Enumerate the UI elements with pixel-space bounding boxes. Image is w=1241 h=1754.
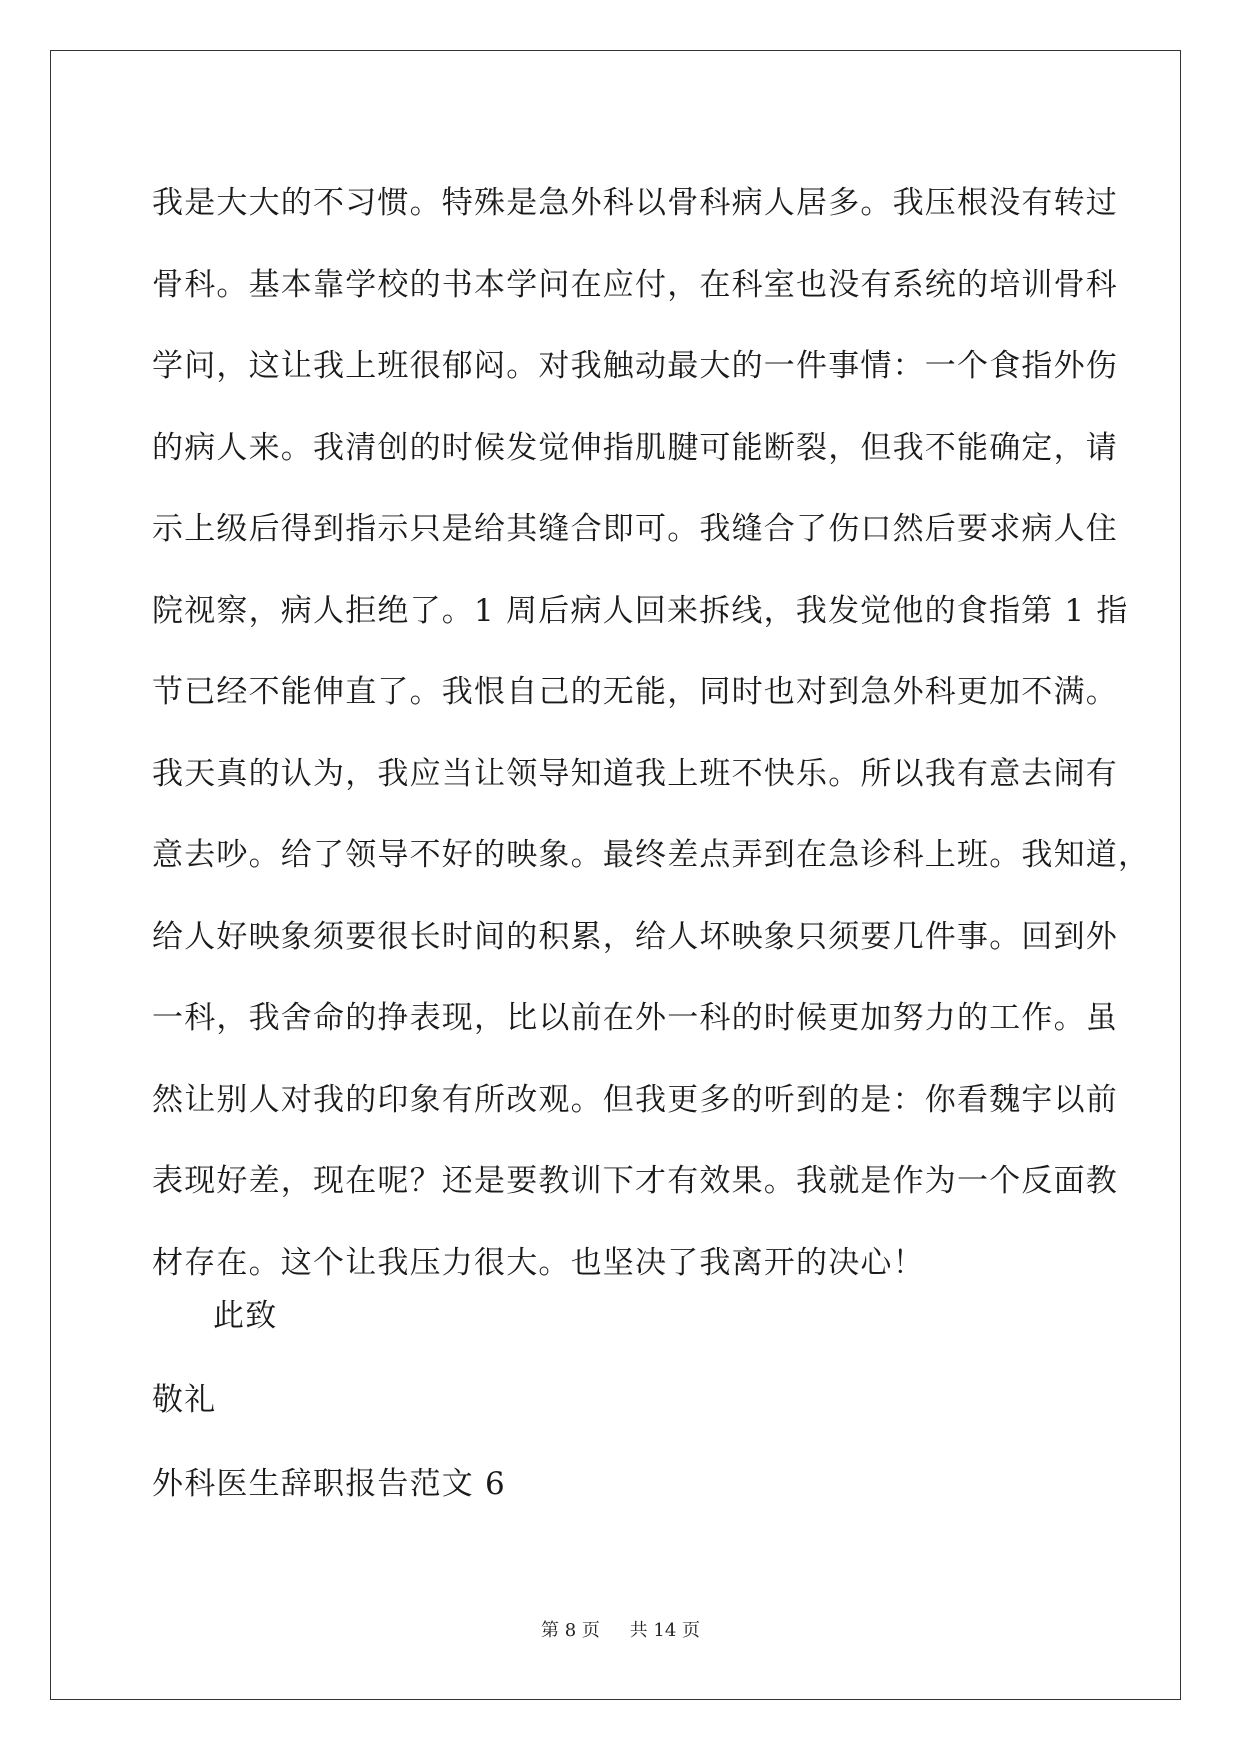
body-line: 的病人来。我清创的时候发觉伸指肌腱可能断裂，但我不能确定，请 <box>152 429 1118 466</box>
page-footer <box>0 1616 1241 1642</box>
body-line: 我天真的认为，我应当让领导知道我上班不快乐。所以我有意去闹有 <box>152 755 1118 792</box>
body-line: 给人好映象须要很长时间的积累，给人坏映象只须要几件事。回到外 <box>152 918 1118 955</box>
letter-body <box>152 163 1151 1304</box>
closing-salute: 此致 <box>213 1298 278 1334</box>
next-section-title: 外科医生辞职报告范文 6 <box>152 1466 506 1502</box>
body-line: 学问，这让我上班很郁闷。对我触动最大的一件事情：一个食指外伤 <box>152 348 1118 384</box>
body-line: 然让别人对我的印象有所改观。但我更多的听到的是：你看魏宇以前 <box>152 1081 1118 1118</box>
body-line: 表现好差，现在呢？还是要教训下才有效果。我就是作为一个反面教 <box>152 1163 1118 1199</box>
body-line: 示上级后得到指示只是给其缝合即可。我缝合了伤口然后要求病人住 <box>152 511 1118 547</box>
body-line: 节已经不能伸直了。我恨自己的无能，同时也对到急外科更加不满。 <box>152 674 1118 710</box>
body-line: 意去吵。给了领导不好的映象。最终差点弄到在急诊科上班。我知道， <box>152 837 1151 873</box>
body-line: 骨科。基本靠学校的书本学问在应付，在科室也没有系统的培训骨科 <box>152 266 1118 303</box>
body-line: 我是大大的不习惯。特殊是急外科以骨科病人居多。我压根没有转过 <box>152 185 1118 221</box>
body-line: 材存在。这个让我压力很大。也坚决了我离开的决心！ <box>152 1244 925 1281</box>
closing-respect: 敬礼 <box>152 1382 217 1418</box>
body-line: 院视察，病人拒绝了。1 周后病人回来拆线，我发觉他的食指第 1 指 <box>152 592 1129 629</box>
page-number-current: 第 8 页 <box>541 1620 600 1641</box>
body-line: 一科，我舍命的挣表现，比以前在外一科的时候更加努力的工作。虽 <box>152 1000 1118 1036</box>
page-number-total: 共 14 页 <box>629 1620 700 1641</box>
